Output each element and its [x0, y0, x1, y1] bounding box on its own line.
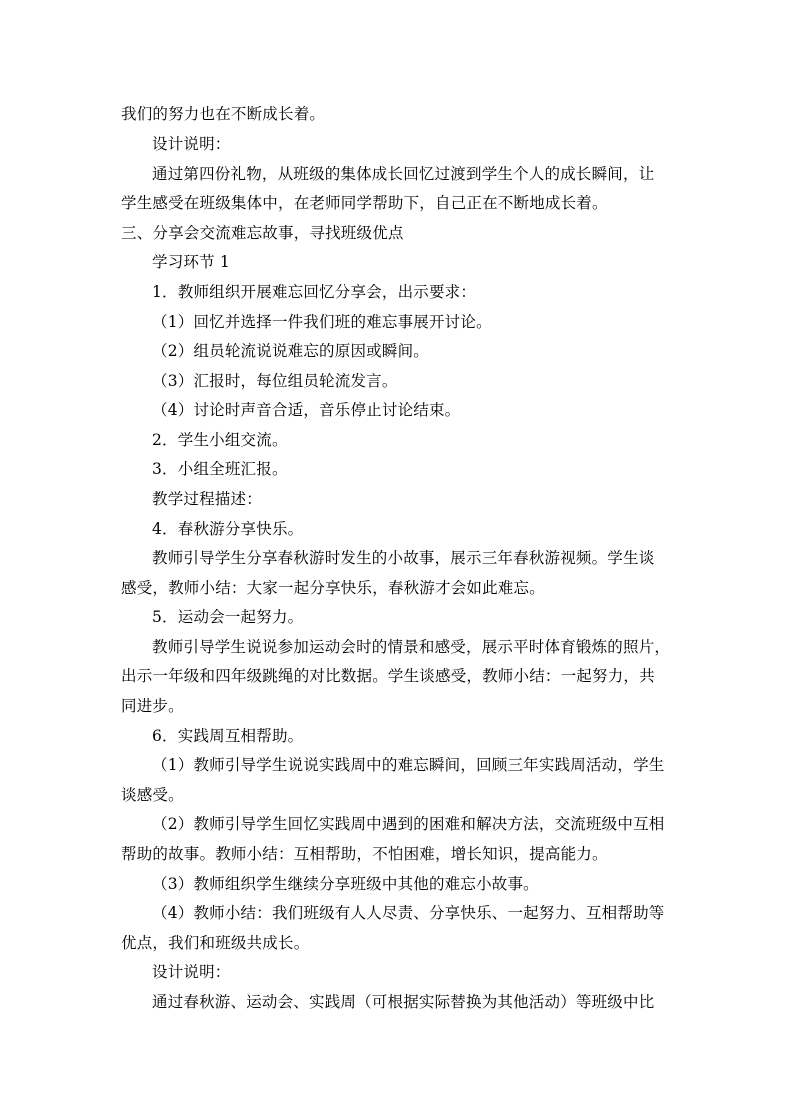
list-item: 1．教师组织开展难忘回忆分享会，出示要求：	[152, 283, 477, 301]
list-item: （1）回忆并选择一件我们班的难忘事展开讨论。	[152, 313, 492, 331]
subsection-heading: 学习环节 1	[152, 253, 230, 271]
list-item: 4．春秋游分享快乐。	[152, 520, 304, 538]
paragraph-line: 帮助的故事。教师小结：互相帮助，不怕困难，增长知识，提高能力。	[121, 845, 608, 863]
section-label: 设计说明：	[152, 963, 231, 981]
list-item: （1）教师引导学生说说实践周中的难忘瞬间，回顾三年实践周活动，学生	[152, 756, 665, 774]
paragraph-line: 教师引导学生说说参加运动会时的情景和感受，展示平时体育锻炼的照片，	[152, 638, 671, 656]
list-item: 3．小组全班汇报。	[152, 460, 288, 478]
list-item: （2）组员轮流说说难忘的原因或瞬间。	[152, 342, 429, 360]
list-item: （2）教师引导学生回忆实践周中遇到的困难和解决方法，交流班级中互相	[152, 815, 665, 833]
list-item: 2．学生小组交流。	[152, 431, 288, 449]
paragraph-line: 通过春秋游、运动会、实践周（可根据实际替换为其他活动）等班级中比	[152, 993, 655, 1011]
list-item: 6．实践周互相帮助。	[152, 727, 304, 745]
section-label: 教学过程描述：	[152, 490, 262, 508]
list-item: （4）讨论时声音合适，音乐停止讨论结束。	[152, 401, 461, 419]
list-item: （4）教师小结：我们班级有人人尽责、分享快乐、一起努力、互相帮助等	[152, 904, 665, 922]
list-item: （3）汇报时，每位组员轮流发言。	[152, 372, 398, 390]
paragraph-line: 谈感受。	[121, 786, 184, 804]
paragraph-line: 教师引导学生分享春秋游时发生的小故事，展示三年春秋游视频。学生谈	[152, 549, 655, 567]
paragraph-line: 出示一年级和四年级跳绳的对比数据。学生谈感受，教师小结：一起努力，共	[121, 667, 655, 685]
section-label: 设计说明：	[152, 135, 231, 153]
paragraph-line: 优点，我们和班级共成长。	[121, 934, 310, 952]
list-item: （3）教师组织学生继续分享班级中其他的难忘小故事。	[152, 875, 539, 893]
paragraph-line: 通过第四份礼物，从班级的集体成长回忆过渡到学生个人的成长瞬间，让	[152, 165, 655, 183]
list-item: 5．运动会一起努力。	[152, 608, 304, 626]
paragraph-line: 我们的努力也在不断成长着。	[121, 105, 326, 123]
paragraph-line: 感受，教师小结：大家一起分享快乐，春秋游才会如此难忘。	[121, 579, 545, 597]
paragraph-line: 学生感受在班级集体中，在老师同学帮助下，自己正在不断地成长着。	[121, 194, 608, 212]
paragraph-line: 同进步。	[121, 697, 184, 715]
section-heading: 三、分享会交流难忘故事，寻找班级优点	[121, 224, 404, 242]
